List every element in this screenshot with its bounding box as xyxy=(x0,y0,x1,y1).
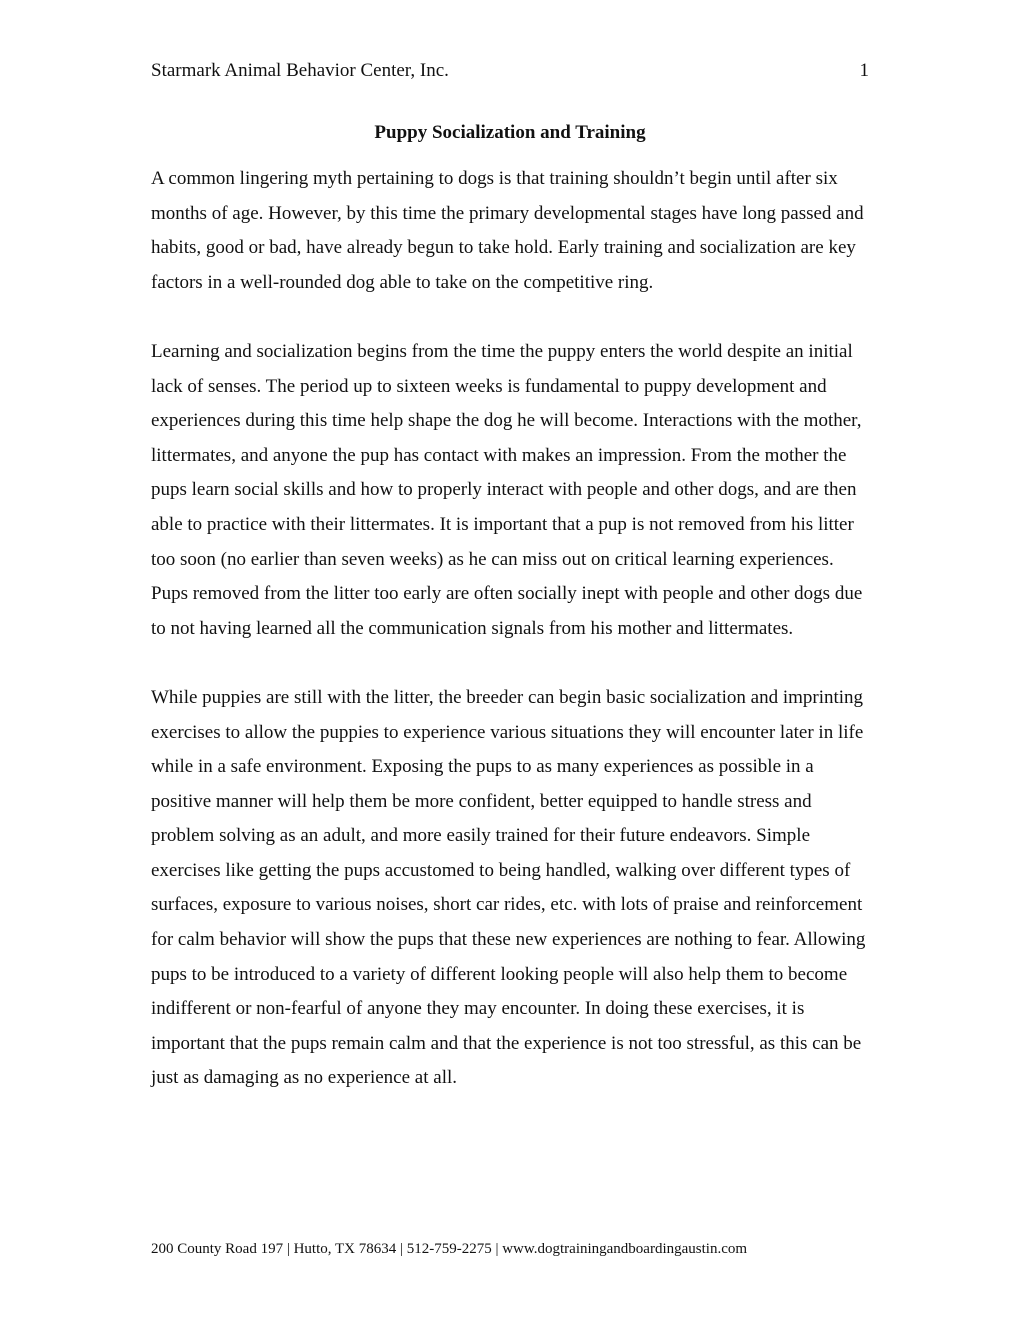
header-organization: Starmark Animal Behavior Center, Inc. xyxy=(151,60,449,81)
page-header xyxy=(151,60,869,88)
document-body xyxy=(151,162,875,1131)
paragraph-early-development: Learning and socialization begins from the time the puppy enters the world despite an initial lack of senses. The period up to sixteen weeks is fundamental to puppy development and experiences during this time help shape the dog he will become. Interactions with the mother, littermates, and anyone the pup has contact with makes an impression. From the mother the pups learn social skills and how to properly interact with people and other dogs, and are then able to practice with their littermates. It is important that a pup is not removed from his litter too soon (no earlier than seven weeks) as he can miss out on critical learning experiences. Pups removed from the litter too early are often socially inept with people and other dogs due to not having learned all the communication signals from his mother and littermates. xyxy=(151,340,863,639)
document-title: Puppy Socialization and Training xyxy=(374,122,646,143)
page-number: 1 xyxy=(859,60,869,81)
paragraph-intro: A common lingering myth pertaining to dogs is that training shouldn’t begin until after six months of age. However, by this time the primary developmental stages have long passed and habits, good or bad, have already begun to take hold. Early training and socialization are key factors in a well-rounded dog able to take on the competitive ring. xyxy=(151,168,864,293)
page-footer: 200 County Road 197 | Hutto, TX 78634 | 512-759-2275 | www.dogtrainingandboardingaustin.com xyxy=(151,1241,748,1257)
paragraph-breeder-socialization: While puppies are still with the litter, the breeder can begin basic socialization and imprinting exercises to allow the puppies to experience various situations they will encounter later in life while in a safe environment. Exposing the pups to as many experiences as possible in a positive manner will help them be more confident, better equipped to handle stress and problem solving as an adult, and more easily trained for their future endeavors. Simple exercises like getting the pups accustomed to being handled, walking over different types of surfaces, exposure to various noises, short car rides, etc. with lots of praise and reinforcement for calm behavior will show the pups that these new experiences are nothing to fear. Allowing pups to be introduced to a variety of different looking people will also help them to become indifferent or non-fearful of anyone they may encounter. In doing these exercises, it is important that the pups remain calm and that the experience is not too stressful, as this can be just as damaging as no experience at all. xyxy=(151,686,866,1089)
